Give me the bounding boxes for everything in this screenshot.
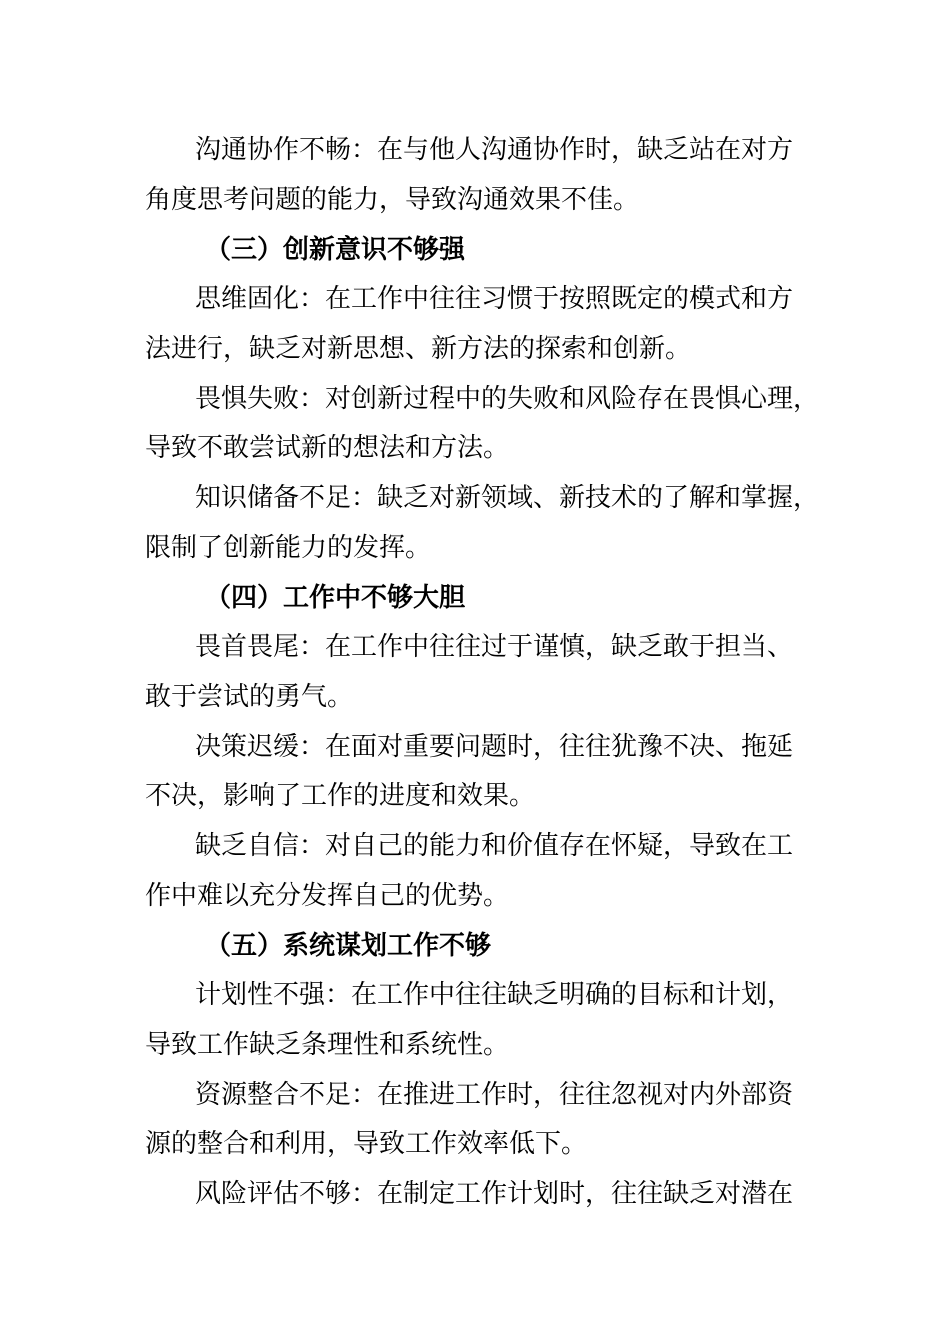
paragraph-line: 计划性不强：在工作中往往缺乏明确的目标和计划，	[195, 980, 794, 1010]
paragraph-line: 畏首畏尾：在工作中往往过于谨慎，缺乏敢于担当、	[195, 632, 794, 662]
paragraph-line: 作中难以充分发挥自己的优势。	[145, 881, 510, 911]
paragraph-line: 敢于尝试的勇气。	[145, 682, 354, 712]
paragraph-line: 沟通协作不畅：在与他人沟通协作时，缺乏站在对方	[195, 135, 794, 165]
section-heading: （五）系统谋划工作不够	[205, 931, 492, 961]
paragraph-line: 限制了创新能力的发挥。	[145, 533, 432, 563]
paragraph-line: 源的整合和利用，导致工作效率低下。	[145, 1129, 588, 1159]
paragraph-line: 缺乏自信：对自己的能力和价值存在怀疑，导致在工	[195, 831, 794, 861]
paragraph-line: 决策迟缓：在面对重要问题时，往往犹豫不决、拖延	[195, 732, 794, 762]
paragraph-line: 思维固化：在工作中往往习惯于按照既定的模式和方	[195, 284, 794, 314]
paragraph-line: 不决，影响了工作的进度和效果。	[145, 781, 536, 811]
paragraph-line: 资源整合不足：在推进工作时，往往忽视对内外部资	[195, 1080, 794, 1110]
section-heading: （四）工作中不够大胆	[205, 583, 466, 613]
paragraph-line: 角度思考问题的能力，导致沟通效果不佳。	[145, 185, 640, 215]
paragraph-line: 知识储备不足：缺乏对新领域、新技术的了解和掌握，	[195, 483, 820, 513]
paragraph-line: 导致不敢尝试新的想法和方法。	[145, 433, 510, 463]
section-heading: （三）创新意识不够强	[205, 235, 466, 265]
paragraph-line: 风险评估不够：在制定工作计划时，往往缺乏对潜在	[195, 1179, 794, 1209]
paragraph-line: 导致工作缺乏条理性和系统性。	[145, 1030, 510, 1060]
paragraph-line: 畏惧失败：对创新过程中的失败和风险存在畏惧心理，	[195, 384, 820, 414]
paragraph-line: 法进行，缺乏对新思想、新方法的探索和创新。	[145, 334, 692, 364]
